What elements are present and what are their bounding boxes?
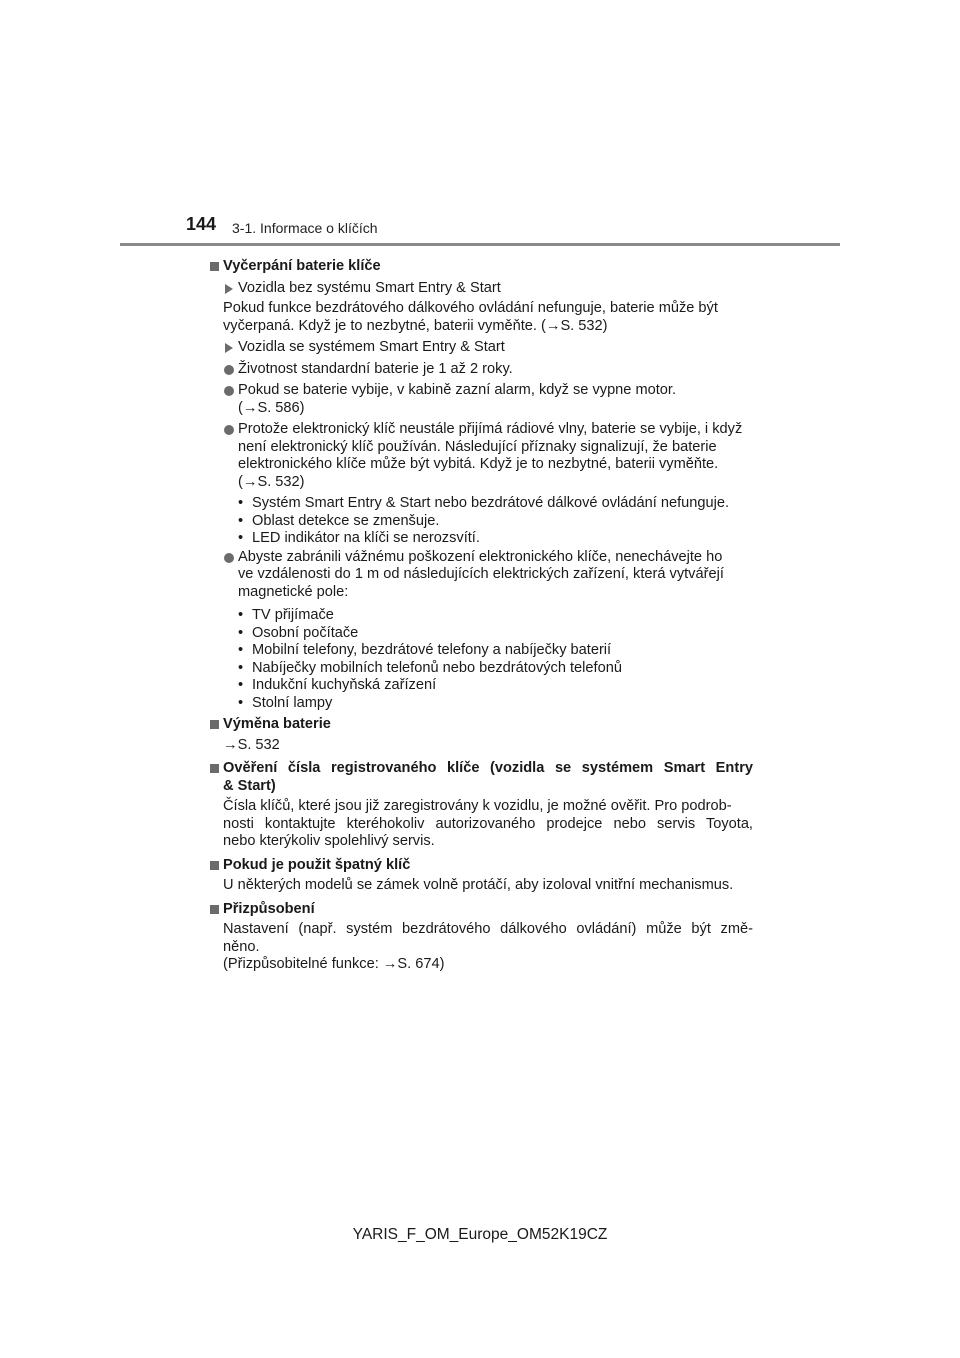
text-line: (→S. 586) xyxy=(238,399,305,416)
section-heading-wrong-key xyxy=(208,857,753,875)
list-item: • Mobilní telefony, bezdrátové telefony a nabíječky baterií xyxy=(238,642,753,660)
paragraph-without-sse xyxy=(208,300,753,335)
page-content xyxy=(208,254,753,974)
section-title: Ověření čísla registrovaného klíče (vozidla se systémem Smart Entry xyxy=(223,760,753,776)
text-line: Nastavení (např. systém bezdrátového dálkového ovládání) může být změ- xyxy=(223,921,753,937)
text-line: Protože elektronický klíč neustále přijímá rádiové vlny, baterie se vybije, i když xyxy=(238,421,743,437)
round-bullet-icon xyxy=(224,553,234,563)
subsection-label: Vozidla bez systému Smart Entry & Start xyxy=(238,279,501,296)
round-bullet-icon xyxy=(224,365,234,375)
section-title: Výměna baterie xyxy=(223,716,331,732)
section-heading-battery-replacement xyxy=(208,716,753,734)
paragraph-customization xyxy=(208,921,753,974)
footer-doc-id: YARIS_F_OM_Europe_OM52K19CZ xyxy=(352,1226,608,1243)
text-line: magnetické pole: xyxy=(238,583,349,600)
text-line: (Přizpůsobitelné funkce: →S. 674) xyxy=(223,956,445,972)
page-number: 144 xyxy=(186,214,217,234)
text-line: Čísla klíčů, které jsou již zaregistrovány k vozidlu, je možné ověřit. Pro podrob- xyxy=(223,798,732,814)
section-heading-customization xyxy=(208,901,753,919)
text-line: Životnost standardní baterie je 1 až 2 roky. xyxy=(238,360,513,377)
triangle-arrow-icon xyxy=(225,284,233,294)
subsection-with-sse xyxy=(208,339,753,357)
list-item-battery-life xyxy=(208,361,753,379)
text-line: vyčerpaná. Když je to nezbytné, baterii vyměňte. (→S. 532) xyxy=(223,317,608,334)
subsection-label: Vozidla se systémem Smart Entry & Start xyxy=(238,339,505,355)
header-rule xyxy=(120,243,840,246)
list-item: • TV přijímače xyxy=(238,607,753,625)
page-reference: →S. 532 xyxy=(223,736,280,753)
text-line: nosti kontaktujte kteréhokoliv autorizovaného prodejce nebo servis Toyota, xyxy=(223,815,753,832)
text-line: (→S. 532) xyxy=(238,473,305,490)
list-item: • Systém Smart Entry & Start nebo bezdrátové dálkové ovládání nefunguje. xyxy=(238,495,753,513)
list-item: • Oblast detekce se zmenšuje. xyxy=(238,513,753,531)
section-title: Vyčerpání baterie klíče xyxy=(223,258,381,274)
list-item: • Osobní počítače xyxy=(238,625,753,643)
section-title: & Start) xyxy=(223,777,276,794)
square-bullet-icon xyxy=(210,861,219,870)
subsection-without-sse xyxy=(208,280,753,298)
section-heading-key-number xyxy=(208,760,753,795)
devices-list xyxy=(208,607,753,712)
symptoms-list xyxy=(208,495,753,548)
chapter-title: 3-1. Informace o klíčích xyxy=(232,220,378,236)
text-line: něno. xyxy=(223,938,260,955)
list-item-radio-waves xyxy=(208,421,753,491)
text-line: Pokud se baterie vybije, v kabině zazní alarm, když se vypne motor. xyxy=(238,382,677,398)
section-title: Pokud je použit špatný klíč xyxy=(223,856,411,873)
list-item-alarm xyxy=(208,382,753,417)
square-bullet-icon xyxy=(210,720,219,729)
section-heading-battery-depletion xyxy=(208,258,753,276)
text-line: Pokud funkce bezdrátového dálkového ovládání nefunguje, baterie může být xyxy=(223,300,718,316)
text-line: není elektronický klíč používán. Následující příznaky signalizují, že baterie xyxy=(238,438,717,455)
triangle-arrow-icon xyxy=(225,343,233,353)
paragraph-wrong-key: U některých modelů se zámek volně protáčí, aby izoloval vnitřní mechanismus. xyxy=(223,877,734,893)
text-line: elektronického klíče může být vybitá. Když je to nezbytné, baterii vyměňte. xyxy=(238,456,719,472)
list-item-magnetic-fields xyxy=(208,549,753,602)
text-line: ve vzdálenosti do 1 m od následujících elektrických zařízení, která vytvářejí xyxy=(238,566,724,582)
text-line: nebo kterýkoliv spolehlivý servis. xyxy=(223,833,435,849)
round-bullet-icon xyxy=(224,425,234,435)
section-title: Přizpůsobení xyxy=(223,900,315,917)
list-item: • Indukční kuchyňská zařízení xyxy=(238,677,753,695)
square-bullet-icon xyxy=(210,764,219,773)
paragraph-key-number xyxy=(208,798,753,851)
square-bullet-icon xyxy=(210,262,219,271)
text-line: Abyste zabránili vážnému poškození elektronického klíče, nenechávejte ho xyxy=(238,548,723,565)
square-bullet-icon xyxy=(210,905,219,914)
list-item: • LED indikátor na klíči se nerozsvítí. xyxy=(238,530,753,548)
list-item: • Nabíječky mobilních telefonů nebo bezdrátových telefonů xyxy=(238,660,753,678)
list-item: • Stolní lampy xyxy=(238,695,753,713)
round-bullet-icon xyxy=(224,386,234,396)
